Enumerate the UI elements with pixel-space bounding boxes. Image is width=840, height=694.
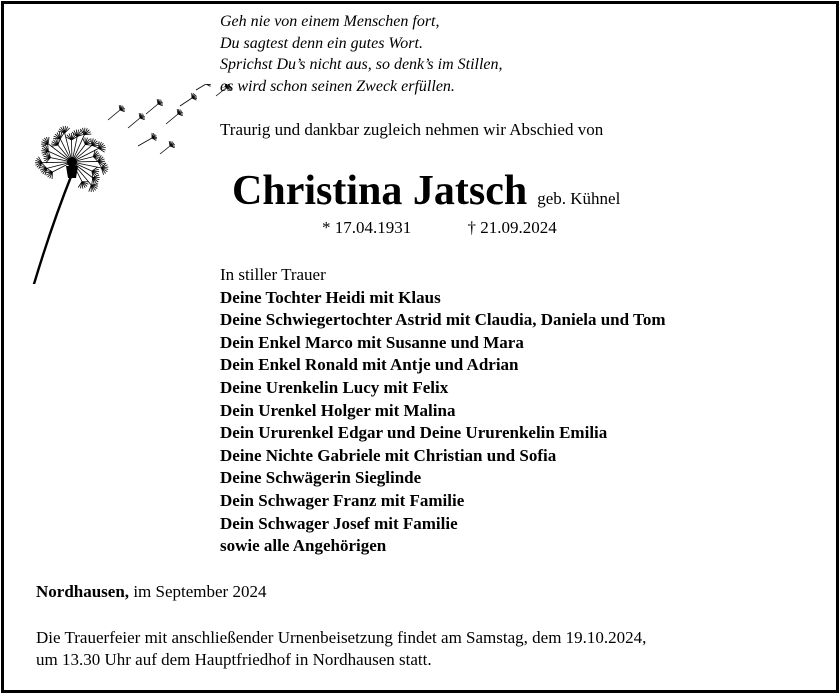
mourners-list — [220, 264, 665, 558]
ceremony-line: Die Trauerfeier mit anschließender Urnenbeisetzung findet am Samstag, dem 19.10.2024, — [36, 628, 647, 647]
mourner-line: Dein Enkel Marco mit Susanne und Mara — [220, 332, 524, 352]
intro-text: Traurig und dankbar zugleich nehmen wir Abschied von — [220, 120, 604, 139]
mourner-line: Dein Schwager Josef mit Familie — [220, 513, 458, 533]
mourner-line: Deine Schwiegertochter Astrid mit Claudia, Daniela und Tom — [220, 310, 666, 330]
mourner-line: Dein Schwager Franz mit Familie — [220, 490, 465, 510]
ceremony-line: um 13.30 Uhr auf dem Hauptfriedhof in Nordhausen statt. — [36, 650, 432, 669]
mourner-line: Deine Tochter Heidi mit Klaus — [220, 287, 441, 307]
deceased-name-row — [232, 166, 620, 216]
place: Nordhausen, — [36, 582, 130, 601]
birth-name: geb. Kühnel — [537, 189, 621, 208]
mourner-line: Deine Schwägerin Sieglinde — [220, 468, 422, 488]
mourner-line: Dein Enkel Ronald mit Antje und Adrian — [220, 355, 519, 375]
mourner-line: sowie alle Angehörigen — [220, 536, 387, 556]
poem-line: Geh nie von einem Menschen fort, — [220, 13, 440, 30]
place-and-date — [36, 581, 266, 603]
poem-line: Du sagtest denn ein gutes Wort. — [220, 34, 423, 52]
mourners-lead: In stiller Trauer — [220, 265, 326, 284]
date: im September 2024 — [129, 582, 267, 601]
deceased-name: Christina Jatsch — [232, 168, 528, 214]
death-date: † 21.09.2024 — [467, 218, 557, 237]
dandelion-icon — [20, 84, 250, 284]
mourner-line: Dein Ururenkel Edgar und Deine Ururenkelin Emilia — [220, 423, 608, 443]
poem-line: es wird schon seinen Zweck erfüllen. — [220, 77, 455, 95]
ceremony-info — [36, 627, 776, 671]
mourner-line: Deine Nichte Gabriele mit Christian und Sofia — [220, 445, 557, 465]
poem-line: Sprichst Du’s nicht aus, so denk’s im Stillen, — [220, 56, 503, 73]
mourner-line: Deine Urenkelin Lucy mit Felix — [220, 377, 449, 397]
life-dates — [322, 217, 557, 239]
poem — [220, 11, 503, 97]
birth-date: * 17.04.1931 — [322, 218, 412, 237]
mourner-line: Dein Urenkel Holger mit Malina — [220, 400, 456, 420]
